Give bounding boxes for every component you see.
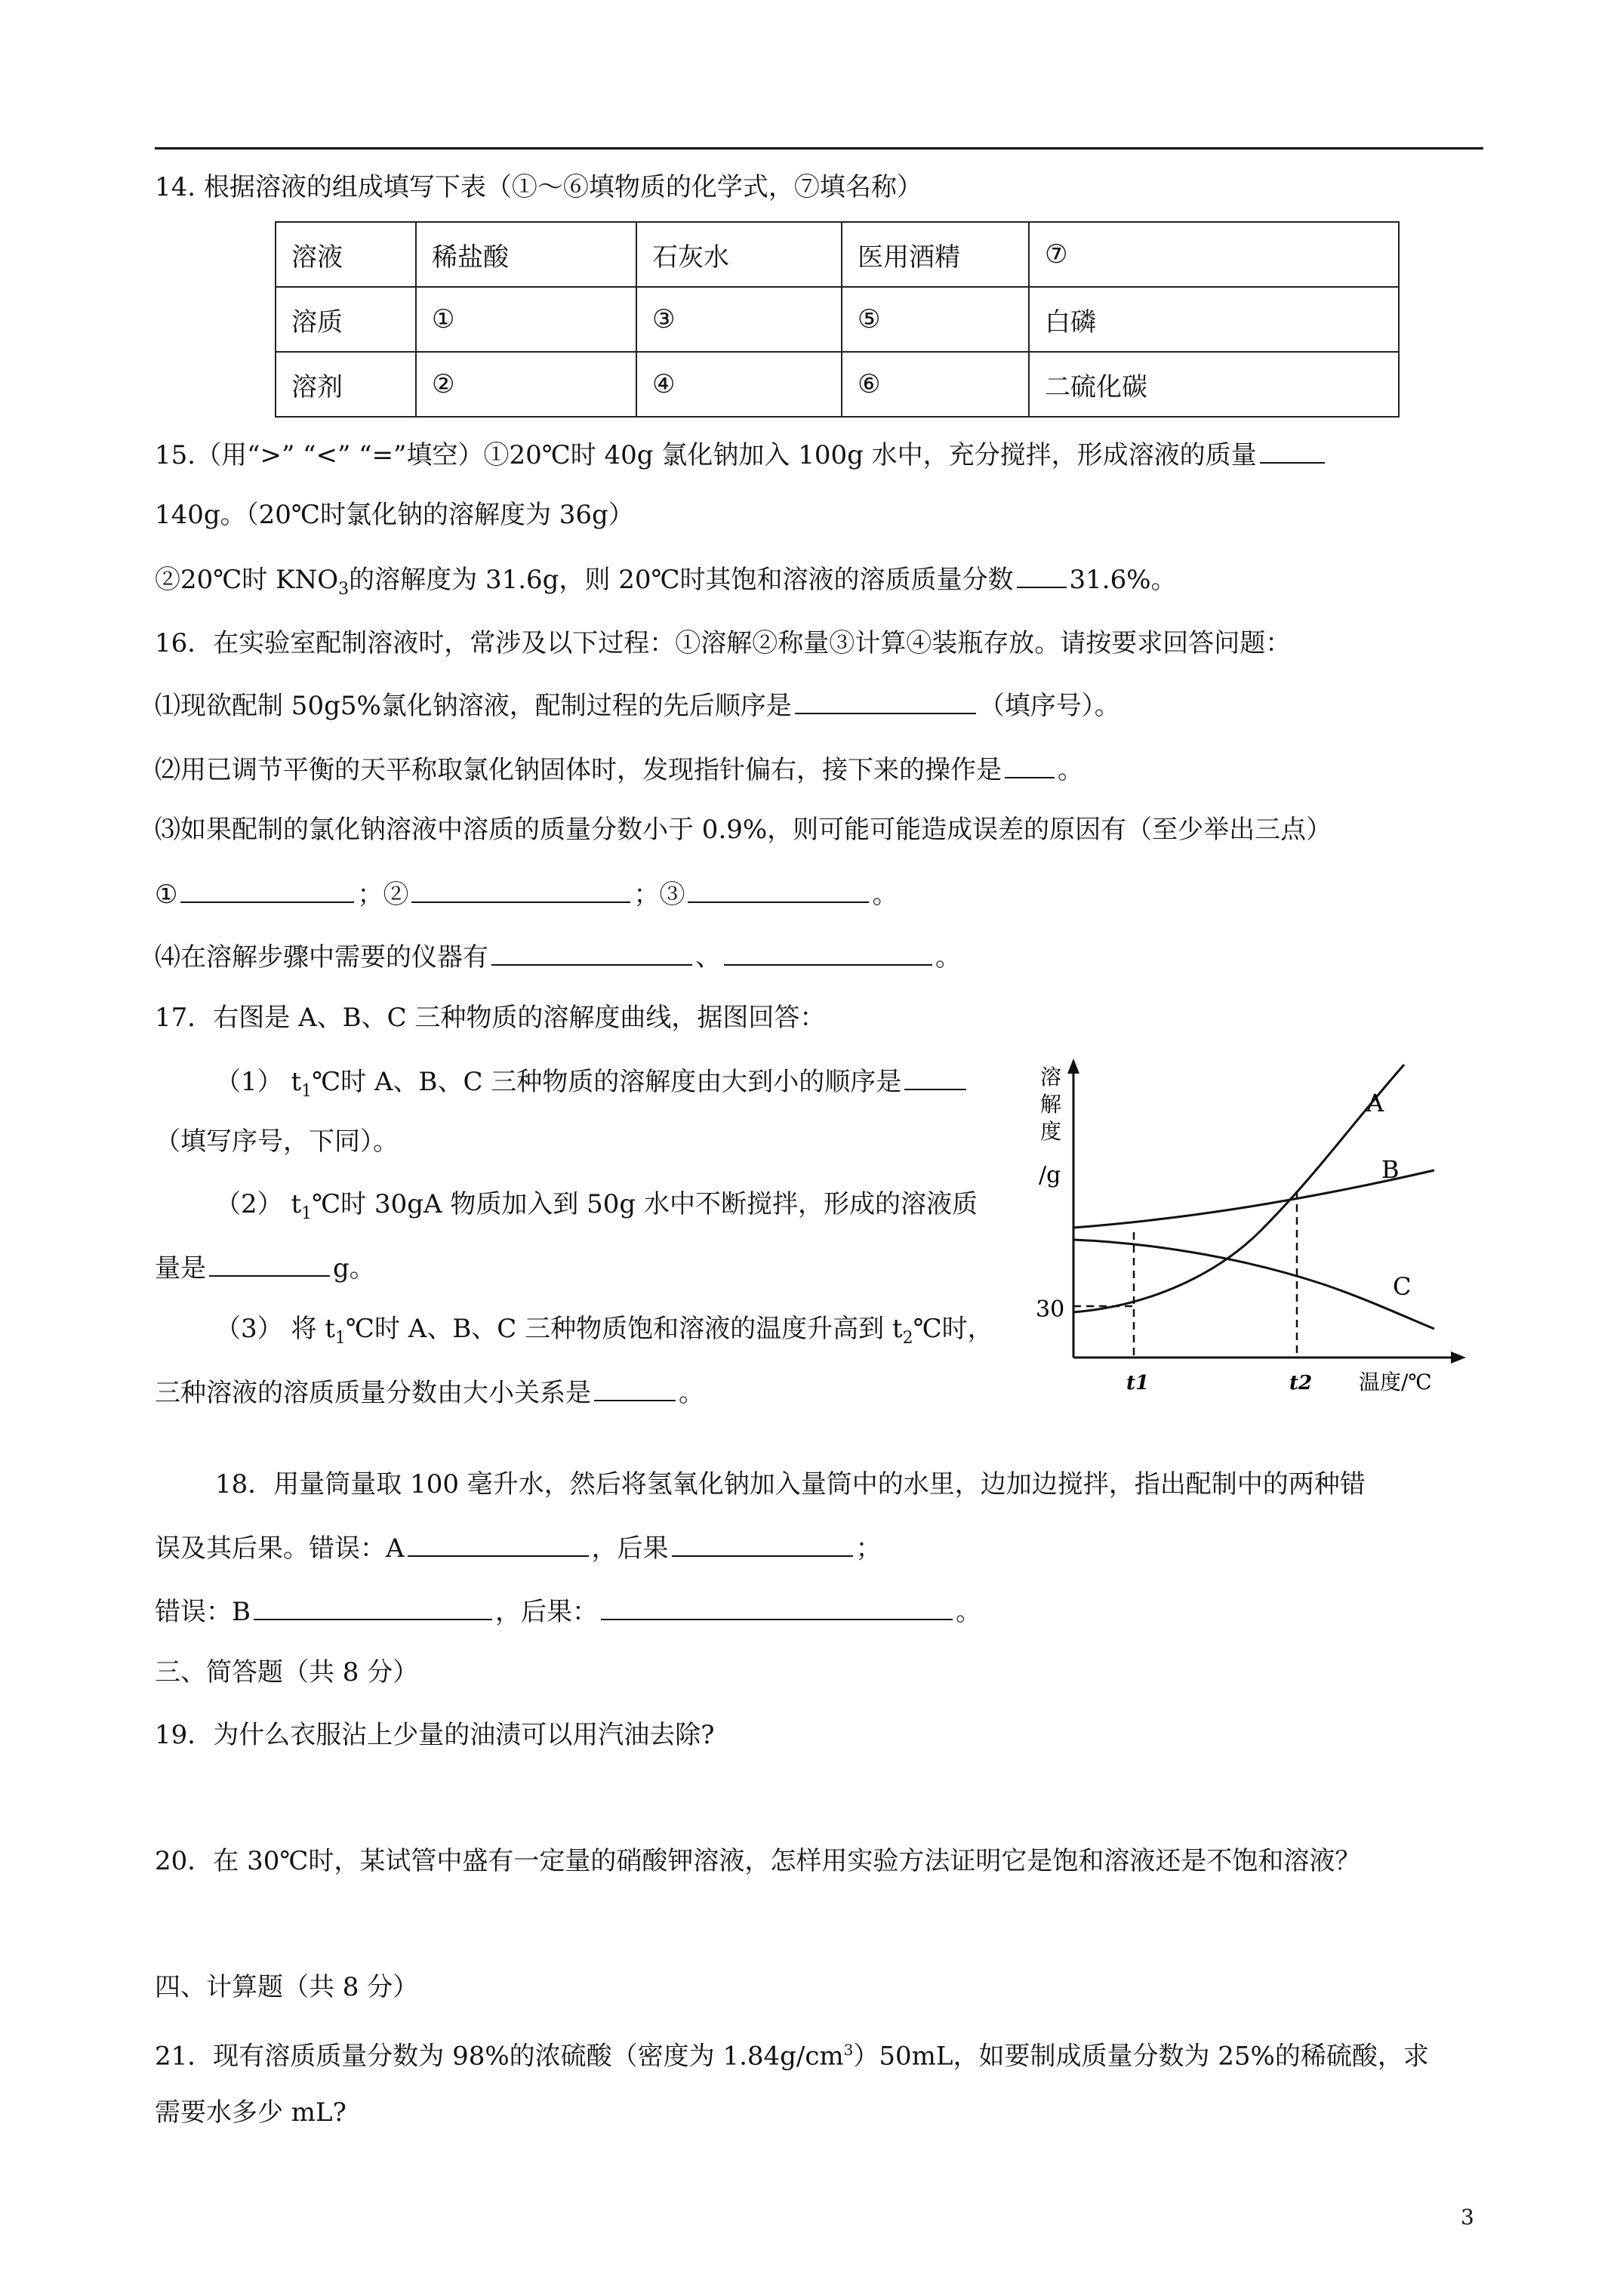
q17-text: （1） t [215, 1067, 302, 1097]
subscript: 1 [301, 1203, 313, 1223]
table-row [276, 222, 1399, 287]
series-label-a: A [1366, 1089, 1384, 1117]
y-axis-unit: /g [1039, 1162, 1061, 1188]
q15-text: ②20℃时 KNO [155, 565, 339, 595]
q15-line3 [155, 561, 1177, 606]
answer-blank[interactable] [254, 1593, 492, 1620]
q16-text: 。 [872, 880, 898, 910]
q17-text: （3） 将 t [215, 1314, 335, 1344]
table-cell: 医用酒精 [842, 222, 1029, 287]
q18-line3 [155, 1593, 981, 1629]
q21-text: ）50mL，如要制成质量分数为 25%的稀硫酸，求 [853, 2041, 1429, 2072]
q18-text: ； [855, 1533, 882, 1564]
q16-text: ① [155, 880, 178, 910]
answer-blank[interactable] [795, 687, 976, 714]
q16-text: ⑷在溶解步骤中需要的仪器有 [155, 942, 488, 972]
table-row [276, 287, 1399, 352]
answer-blank[interactable] [594, 1374, 676, 1401]
subscript: 3 [338, 579, 350, 599]
answer-blank[interactable] [411, 876, 630, 903]
q18-text: 错误：B [155, 1597, 251, 1627]
q15-line2: 140g。（20℃时氯化钠的溶解度为 36g） [155, 500, 634, 530]
table-cell: ② [416, 352, 636, 417]
q16-text: ；② [357, 880, 409, 910]
q17-text: 。 [679, 1378, 704, 1408]
q17-sub3-cont [155, 1374, 704, 1410]
answer-blank[interactable] [904, 1063, 966, 1090]
q17-sub2-cont [155, 1250, 375, 1285]
q16-text: 。 [935, 942, 961, 972]
series-label-b: B [1381, 1155, 1400, 1184]
q16-part3: ⑶如果配制的氯化钠溶液中溶质的质量分数小于 0.9%，则可能可能造成误差的原因有（至少举出三点） [155, 815, 1332, 845]
q17-sub1 [215, 1063, 969, 1108]
table-cell: ① [416, 287, 636, 352]
q17-text: ℃时 A、B、C 三种物质饱和溶液的温度升高到 t [345, 1314, 903, 1344]
answer-blank[interactable] [408, 1530, 589, 1557]
q16-part2 [155, 751, 1083, 787]
q18-text: ，后果 [591, 1533, 669, 1564]
table-cell: 溶液 [276, 222, 416, 287]
subscript: 1 [301, 1081, 313, 1101]
q18-text: 。 [956, 1597, 981, 1627]
y-axis-arrow [1067, 1059, 1079, 1074]
x-axis-arrow [1451, 1351, 1466, 1364]
q17-sub2 [215, 1188, 978, 1231]
q15-text: 的溶解度为 31.6g，则 20℃时其饱和溶液的溶质质量分数 [349, 565, 1014, 595]
q18-text: ，后果： [495, 1597, 598, 1627]
q16-part4 [155, 938, 961, 974]
q18-line1: 18．用量筒量取 100 毫升水，然后将氢氧化钠加入量筒中的水里，边加边搅拌，指出配制中的两种错 [215, 1469, 1366, 1499]
table-cell: ⑦ [1029, 222, 1399, 287]
subscript: 2 [902, 1328, 913, 1348]
x-axis-label: 温度/℃ [1359, 1370, 1432, 1395]
subscript: 1 [334, 1328, 346, 1348]
table-cell: ④ [636, 352, 842, 417]
answer-blank[interactable] [724, 938, 932, 966]
solubility-chart [1034, 1057, 1487, 1412]
q19-text: 19．为什么衣服沾上少量的油渍可以用汽油去除? [155, 1720, 715, 1750]
q17-text: g。 [333, 1253, 375, 1284]
table-row [276, 352, 1399, 417]
q16-text: ⑴现欲配制 50g5%氯化钠溶液，配制过程的先后顺序是 [155, 691, 792, 721]
table-cell: 白磷 [1029, 287, 1399, 352]
answer-blank[interactable] [491, 938, 692, 966]
table-cell: 溶质 [276, 287, 416, 352]
composition-table [275, 221, 1400, 418]
table-cell: 稀盐酸 [416, 222, 636, 287]
y-axis-label-char: 度 [1040, 1119, 1062, 1144]
answer-blank[interactable] [180, 876, 354, 903]
q16-text: 。 [1058, 755, 1083, 785]
q17-intro: 17．右图是 A、B、C 三种物质的溶解度曲线，据图回答： [155, 1003, 826, 1033]
table-cell: 石灰水 [636, 222, 842, 287]
header-rule [155, 147, 1483, 149]
answer-blank[interactable] [1017, 561, 1067, 588]
curve-b [1073, 1170, 1434, 1228]
q16-part3-blanks [155, 876, 898, 911]
section-3-heading: 三、简答题（共 8 分） [155, 1657, 419, 1687]
table-cell: ⑤ [842, 287, 1029, 352]
table-cell: 二硫化碳 [1029, 352, 1399, 417]
q21-text: 21．现有溶质质量分数为 98%的浓硫酸（密度为 1.84g/cm [155, 2041, 844, 2072]
answer-blank[interactable] [672, 1530, 853, 1557]
answer-blank[interactable] [688, 876, 869, 903]
q16-part1 [155, 687, 1120, 723]
q17-text: 量是 [155, 1253, 206, 1284]
table-cell: ③ [636, 287, 842, 352]
x-tick-label: t1 [1126, 1372, 1150, 1395]
q21-line1 [155, 2033, 1429, 2073]
y-tick-label: 30 [1036, 1296, 1065, 1323]
q16-intro: 16．在实验室配制溶液时，常涉及以下过程：①溶解②称量③计算④装瓶存放。请按要求回答问题： [155, 628, 1292, 658]
q15-text: 15.（用“>” “<” “=”填空）①20℃时 40g 氯化钠加入 100g 水中，充分搅拌，形成溶液的质量 [155, 440, 1257, 470]
q16-text: （填序号）。 [978, 691, 1120, 721]
table-cell: 溶剂 [276, 352, 416, 417]
q17-text: ℃时， [913, 1314, 993, 1344]
answer-blank[interactable] [209, 1250, 330, 1277]
series-label-c: C [1393, 1272, 1412, 1301]
x-tick-label: t2 [1289, 1372, 1313, 1395]
q15-line1 [155, 436, 1328, 472]
q17-sub3 [215, 1312, 993, 1355]
q20-text: 20．在 30℃时，某试管中盛有一定量的硝酸钾溶液，怎样用实验方法证明它是饱和溶液还是不饱和溶液？ [155, 1846, 1361, 1876]
q16-text: 、 [695, 942, 721, 972]
curve-c [1073, 1240, 1434, 1329]
answer-blank[interactable] [601, 1593, 953, 1620]
table-cell: ⑥ [842, 352, 1029, 417]
q15-text: 31.6%。 [1069, 565, 1177, 595]
q17-sub1-cont: （填写序号，下同）。 [155, 1126, 399, 1157]
q16-text: ⑵用已调节平衡的天平称取氯化钠固体时，发现指针偏右，接下来的操作是 [155, 755, 1002, 785]
q17-text: 三种溶液的溶质质量分数由大小关系是 [155, 1378, 591, 1408]
superscript: 3 [843, 2041, 854, 2059]
section-4-heading: 四、计算题（共 8 分） [155, 1972, 419, 2002]
q17-text: ℃时 A、B、C 三种物质的溶解度由大到小的顺序是 [312, 1067, 902, 1097]
y-axis-label-char: 解 [1040, 1092, 1062, 1117]
page-number: 3 [1461, 2205, 1474, 2230]
q18-text: 误及其后果。错误：A [155, 1533, 405, 1564]
q17-text: ℃时 30gA 物质加入到 50g 水中不断搅拌，形成的溶液质 [312, 1189, 978, 1219]
q14-text: 14. 根据溶液的组成填写下表（①～⑥填物质的化学式，⑦填名称） [155, 172, 922, 202]
y-axis-label-char: 溶 [1040, 1065, 1062, 1089]
answer-blank[interactable] [1005, 751, 1055, 778]
q18-line2 [155, 1530, 882, 1565]
answer-blank[interactable] [1260, 436, 1325, 464]
q16-text: ；③ [633, 880, 685, 910]
q21-line2: 需要水多少 mL? [155, 2097, 346, 2128]
q17-text: （2） t [215, 1189, 302, 1219]
